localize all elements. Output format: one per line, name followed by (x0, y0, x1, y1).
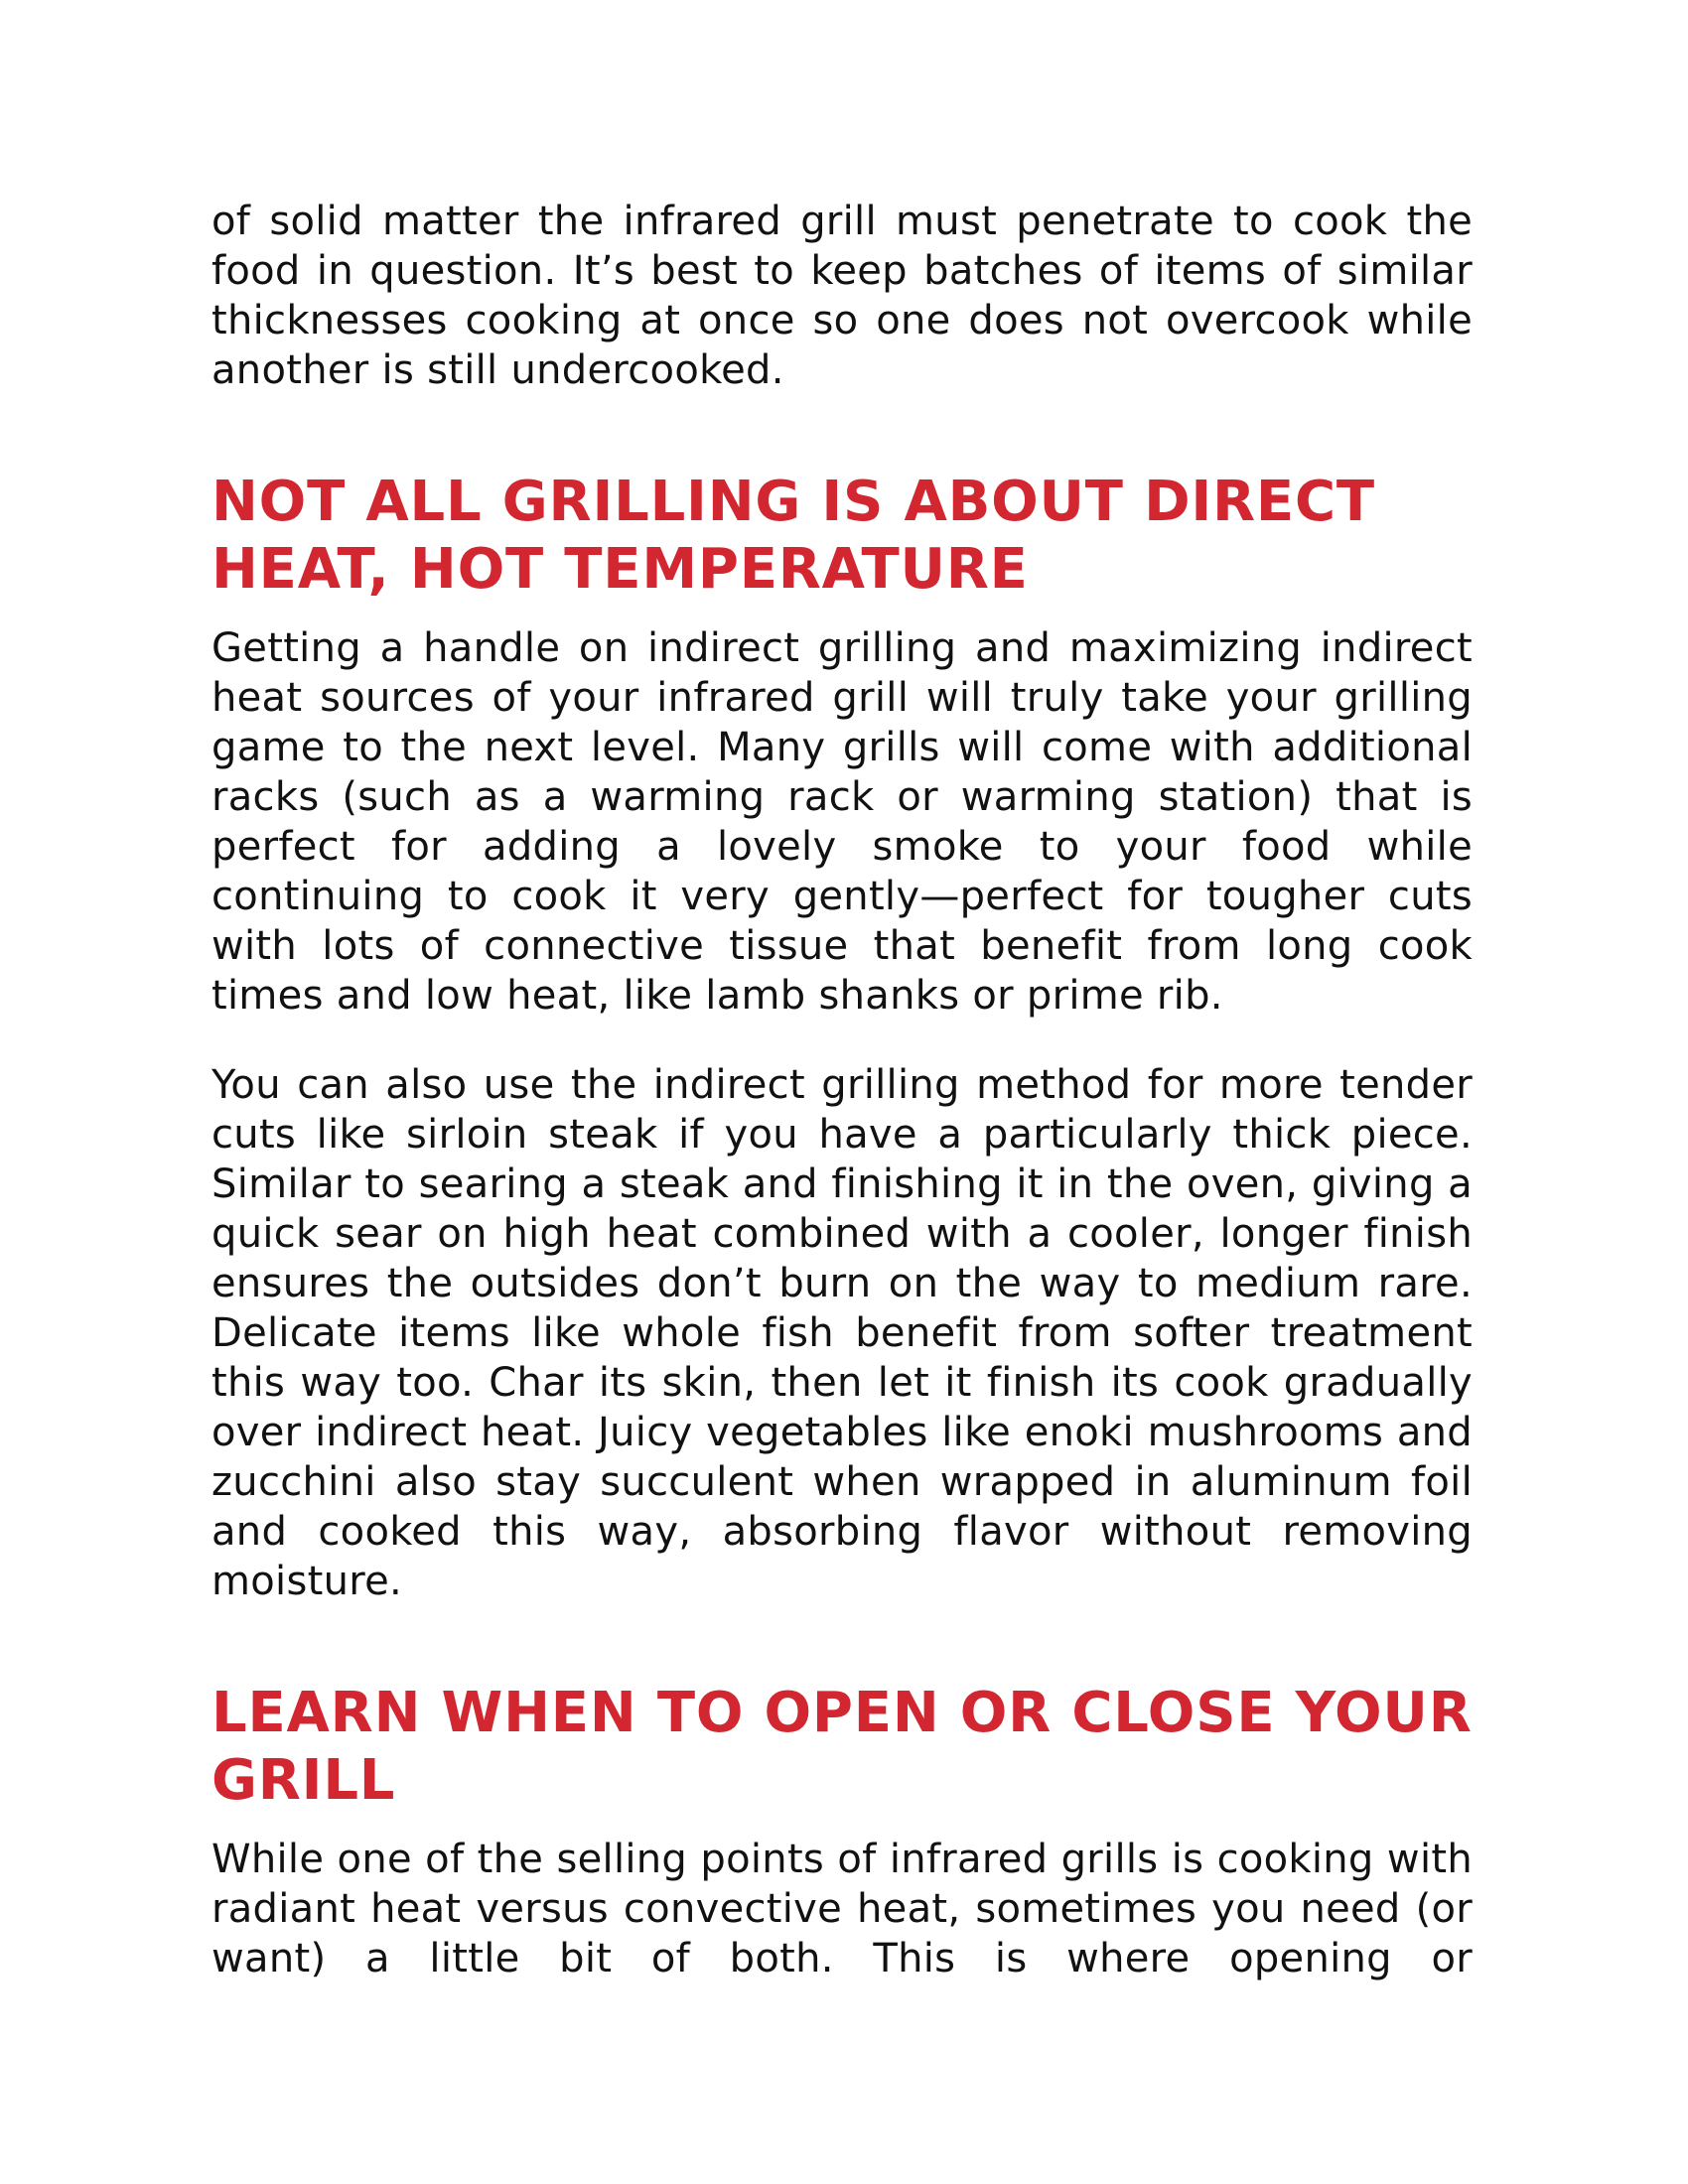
document-page (211, 197, 1473, 1983)
section-heading-indirect-heat: NOT ALL GRILLING IS ABOUT DIRECT HEAT, HOT TEMPERATURE (211, 470, 1375, 602)
open-close-grill-paragraph: While one of the selling points of infrared grills is cooking with radiant heat versus convective heat, sometimes you need (or want) a little bit of both. This is where opening or (211, 1837, 1473, 1981)
section-heading-open-close-grill: LEARN WHEN TO OPEN OR CLOSE YOUR GRILL (211, 1681, 1473, 1813)
indirect-grilling-paragraph-2: You can also use the indirect grilling method for more tender cuts like sirloin steak if you have a particularly thick piece. Similar to searing a steak and finishing it in the oven, giving a quick sear on high heat combined with a cooler, longer finish ensures the outsides don’t burn on the way to medium rare. Delicate items like whole fish benefit from softer treatment this way too. Char its skin, then let it finish its cook gradually over indirect heat. Juicy vegetables like enoki mushrooms and zucchini also stay succulent when wrapped in aluminum foil and cooked this way, absorbing flavor without removing moisture. (211, 1062, 1473, 1604)
indirect-grilling-paragraph-1: Getting a handle on indirect grilling and maximizing indirect heat sources of your infrared grill will truly take your grilling game to the next level. Many grills will come with additional racks (such as a warming rack or warming station) that is perfect for adding a lovely smoke to your food while continuing to cook it very gently—perfect for tougher cuts with lots of connective tissue that benefit from long cook times and low heat, like lamb shanks or prime rib. (211, 625, 1473, 1019)
intro-paragraph: of solid matter the infrared grill must penetrate to cook the food in question. It’s best to keep batches of items of similar thicknesses cooking at once so one does not overcook while another is still undercooked. (211, 199, 1473, 393)
